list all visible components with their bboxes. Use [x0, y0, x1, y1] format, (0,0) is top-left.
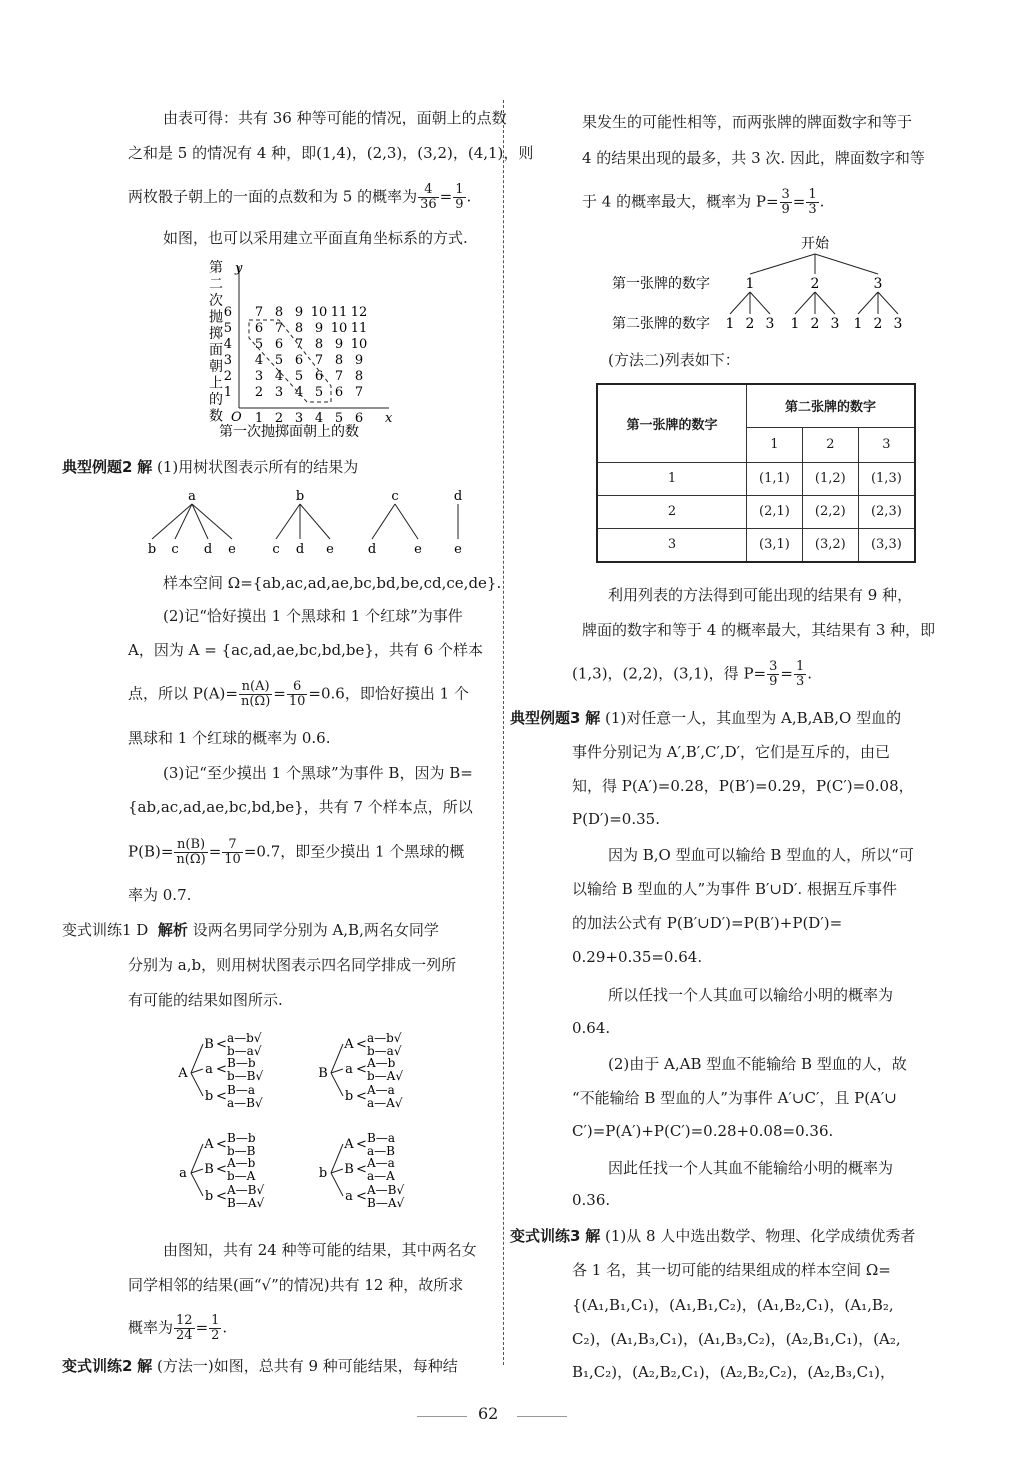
variant1-line3: 有可能的结果如图所示. — [128, 991, 283, 1009]
y-axis-label-char: 掷 — [209, 326, 223, 342]
y-axis-label-char: 面 — [209, 342, 223, 359]
grid-value: 3 — [274, 385, 284, 400]
example2-line6: 黑球和 1 个红球的概率为 0.6. — [128, 729, 331, 747]
table-cell: (1,2) — [802, 462, 858, 495]
tree-branch — [815, 292, 835, 314]
grid-value: 6 — [294, 353, 304, 368]
branch-bracket: < — [216, 1037, 227, 1052]
grid-value: 9 — [314, 321, 324, 336]
fraction: $\frac{4}{36}$ — [420, 182, 437, 212]
variant2-label: 变式训练2 — [62, 1357, 133, 1375]
variant1-line2: 分别为 a,b，则用树状图表示四名同学排成一列所 — [128, 956, 457, 974]
dice-sum-grid-figure — [205, 258, 395, 438]
tree-second-card: 1 — [853, 316, 863, 332]
arrangement-leaf: a—b√ — [227, 1031, 262, 1045]
page-number: 62 — [478, 1404, 499, 1423]
y-axis-label-char: 的 — [209, 392, 223, 408]
tree-branch — [300, 504, 330, 539]
arrangement-mid: B — [344, 1162, 354, 1177]
example2-line10: 率为 0.7. — [128, 886, 192, 904]
tree-leaf: b — [147, 542, 157, 557]
arrangement-leaf: b—B√ — [227, 1069, 264, 1083]
fraction: $\frac{6}{10}$ — [288, 679, 306, 709]
grid-value: 4 — [294, 385, 304, 400]
grid-value: 3 — [254, 369, 264, 384]
grid-value: 6 — [314, 369, 324, 384]
y-tick-label: 3 — [223, 353, 232, 368]
tree-start: 开始 — [801, 236, 829, 252]
example2-line8: {ab,ac,ad,ae,bc,bd,be}，共有 7 个样本点，所以 — [128, 798, 473, 816]
right-line3: 于 4 的概率最大，概率为 P= $\frac{3}{9}$ = $\frac{1}{3}$ . — [582, 187, 825, 217]
table-row-key: 2 — [597, 495, 747, 528]
grid-value: 12 — [350, 305, 368, 320]
tree-branch — [331, 1073, 343, 1096]
method2-label: (方法二)列表如下： — [608, 351, 740, 369]
tree-leaf: e — [414, 542, 422, 557]
variant1-label: 变式训练1 D — [62, 921, 149, 939]
grid-value: 5 — [254, 337, 264, 352]
branch-bracket: < — [216, 1137, 227, 1152]
table-header-second: 第二张牌的数字 — [747, 384, 916, 427]
table-cell: (3,3) — [858, 528, 915, 562]
arrangement-mid: b — [344, 1089, 354, 1104]
tree-second-card: 2 — [745, 316, 755, 332]
arrangement-mid: A — [204, 1137, 214, 1152]
branch-bracket: < — [216, 1062, 227, 1077]
example3-line1: 典型例题3 解 (1)对任意一人，其血型为 A,B,AB,O 型血的 — [510, 709, 902, 727]
grid-value: 8 — [334, 353, 344, 368]
example2-line1: 典型例题2 解 (1)用树状图表示所有的结果为 — [62, 458, 359, 476]
fraction: $\frac{3}{9}$ — [781, 187, 790, 217]
y-axis-label-char: 数 — [209, 408, 223, 425]
variant3-line4: C₂)，(A₁,B₃,C₁)，(A₁,B₃,C₂)，(A₂,B₁,C₁)，(A₂, — [572, 1330, 901, 1348]
grid-value: 10 — [310, 305, 328, 320]
example3-label: 典型例题3 — [510, 709, 581, 727]
x-tick-label: 6 — [354, 411, 364, 426]
left-p2: 如图，也可以采用建立平面直角坐标系的方式. — [163, 229, 468, 247]
tree-branch — [878, 292, 898, 314]
grid-value: 4 — [254, 353, 264, 368]
tree-root: b — [295, 489, 305, 504]
tree-branch — [815, 254, 878, 274]
tree-leaf: e — [326, 542, 334, 557]
table-row — [597, 462, 915, 495]
grid-value: 11 — [350, 321, 368, 336]
tree-branch — [730, 292, 750, 314]
tree-branch — [750, 254, 815, 274]
y-tick-label: 4 — [223, 337, 232, 352]
arrangement-tree-diagrams — [175, 1028, 445, 1218]
arrangement-leaf: A—B√ — [227, 1183, 265, 1197]
arrangement-leaf: a—b√ — [367, 1031, 402, 1045]
table-header-first: 第一张牌的数字 — [597, 384, 747, 462]
arrangement-root: B — [318, 1066, 328, 1081]
example2-line5: 点，所以 P(A)= $\frac{n(A)}{n(\Omega)}$ = $\frac{6}{10}$ =0.6，即恰好摸出 1 个 — [128, 679, 469, 709]
example3-line5: 因为 B,O 型血可以输给 B 型血的人，所以“可 — [608, 846, 914, 864]
tree-branch — [192, 504, 232, 539]
arrangement-leaf: B—A√ — [227, 1196, 265, 1210]
tree-root: d — [453, 489, 463, 504]
example3-line10: 0.64. — [572, 1019, 611, 1037]
grid-value: 5 — [314, 385, 324, 400]
grid-value: 10 — [350, 337, 368, 352]
arrangement-leaf: B—A√ — [367, 1196, 405, 1210]
arrangement-leaf: A—a — [367, 1156, 395, 1170]
tree-branch — [175, 504, 192, 539]
y-tick-label: 5 — [223, 321, 232, 336]
grid-value: 5 — [294, 369, 304, 384]
right-line5: 牌面的数字和等于 4 的概率最大，其结果有 3 种，即 — [582, 621, 936, 639]
tree-branch — [331, 1144, 343, 1173]
left-p1-line1: 由表可得：共有 36 种等可能的情况，面朝上的点数 — [163, 109, 507, 127]
fraction: $\frac{n(A)}{n(\Omega)}$ — [240, 679, 271, 709]
example3-line3: 知，得 P(A′)=0.28，P(B′)=0.29，P(C′)=0.08， — [572, 777, 914, 795]
fraction: $\frac{1}{3}$ — [795, 659, 805, 689]
tree-leaf: c — [171, 542, 179, 557]
table-row — [597, 528, 915, 562]
tree-row-label: 第二张牌的数字 — [612, 316, 710, 332]
variant3-line5: B₁,C₂)，(A₂,B₂,C₁)，(A₂,B₂,C₂)，(A₂,B₃,C₁)， — [572, 1363, 895, 1381]
variant3-line3: {(A₁,B₁,C₁)，(A₁,B₁,C₂)，(A₁,B₂,C₁)，(A₁,B₂, — [572, 1296, 894, 1314]
tree-leaf: d — [295, 542, 305, 557]
variant1-line1: 变式训练1 D 解析 设两名男同学分别为 A,B,两名女同学 — [62, 921, 439, 939]
table-row — [597, 495, 915, 528]
variant3-line2: 各 1 名，其一切可能的结果组成的样本空间 Ω= — [572, 1261, 891, 1279]
tree-second-card: 1 — [790, 316, 800, 332]
tree-row-label: 第一张牌的数字 — [612, 276, 710, 292]
grid-value: 7 — [254, 305, 264, 320]
table-row-key: 3 — [597, 528, 747, 562]
arrangement-mid: B — [204, 1162, 214, 1177]
grid-value: 9 — [354, 353, 364, 368]
example3-line4: P(D′)=0.35. — [572, 810, 660, 828]
arrangement-leaf: B—b — [227, 1056, 256, 1070]
fraction: $\frac{7}{10}$ — [224, 837, 241, 867]
tree-diagram-balls — [140, 487, 480, 559]
example2-line4: A，因为 A = {ac,ad,ae,bc,bd,be}，共有 6 个样本 — [128, 641, 483, 659]
y-axis-label-char: 抛 — [209, 309, 223, 326]
x-tick-label: 2 — [274, 411, 284, 426]
tree-branch — [192, 504, 208, 539]
arrangement-leaf: B—a — [227, 1083, 255, 1097]
arrangement-leaf: b—a√ — [227, 1044, 262, 1058]
grid-value: 8 — [274, 305, 284, 320]
x-tick-label: 5 — [334, 411, 344, 426]
x-axis-label: 第一次抛掷面朝上的数 — [219, 424, 359, 438]
arrangement-leaf: b—A√ — [367, 1069, 403, 1083]
y-axis-label-char: 第 — [209, 260, 223, 276]
example2-label: 典型例题2 — [62, 458, 133, 476]
example2-line3: (2)记“恰好摸出 1 个黑球和 1 个红球”为事件 — [163, 607, 463, 625]
grid-value: 8 — [294, 321, 304, 336]
fraction: $\frac{3}{9}$ — [769, 659, 778, 689]
tree-branch — [795, 292, 815, 314]
example3-line8: 0.29+0.35=0.64. — [572, 948, 703, 966]
arrangement-mid: b — [204, 1089, 214, 1104]
table-row-key: 1 — [597, 462, 747, 495]
branch-bracket: < — [356, 1137, 367, 1152]
grid-value: 10 — [330, 321, 348, 336]
grid-value: 6 — [274, 337, 284, 352]
grid-value: 9 — [294, 305, 304, 320]
example3-line14: 因此任找一个人其血不能输给小明的概率为 — [608, 1159, 894, 1177]
arrangement-leaf: b—A — [227, 1169, 256, 1183]
grid-value: 7 — [314, 353, 324, 368]
example3-line6: 以输给 B 型血的人”为事件 B′∪D′. 根据互斥事件 — [572, 880, 897, 898]
arrangement-root: b — [318, 1166, 328, 1181]
grid-value: 11 — [330, 305, 348, 320]
results-table — [596, 383, 916, 563]
arrangement-mid: B — [204, 1037, 214, 1052]
tree-leaf: e — [228, 542, 236, 557]
tree-branch — [395, 504, 418, 539]
right-line1: 果发生的可能性相等，而两张牌的牌面数字和等于 — [582, 113, 913, 131]
grid-value: 6 — [254, 321, 264, 336]
right-line6: (1,3)，(2,2)，(3,1)，得 P= $\frac{3}{9}$ = $\frac{1}{3}$ . — [572, 659, 813, 689]
fraction: $\frac{1}{3}$ — [808, 187, 817, 217]
table-col-header: 2 — [802, 427, 858, 462]
variant2-jie: 解 — [137, 1357, 153, 1375]
y-tick-label: 6 — [223, 305, 232, 320]
branch-bracket: < — [356, 1162, 367, 1177]
variant1-line4: 由图知，共有 24 种等可能的结果，其中两名女 — [163, 1241, 477, 1259]
arrangement-leaf: A—b — [367, 1056, 396, 1070]
arrangement-leaf: a—A — [367, 1169, 395, 1183]
variant1-line6: 概率为 $\frac{12}{24}$ = $\frac{1}{2}$ . — [128, 1313, 228, 1343]
table-cell: (1,1) — [747, 462, 803, 495]
right-line2: 4 的结果出现的最多，共 3 次. 因此，牌面数字和等 — [582, 149, 925, 167]
grid-value: 6 — [334, 385, 344, 400]
y-axis-label-char: 次 — [209, 293, 223, 309]
example3-line7: 的加法公式有 P(B′∪D′)=P(B′)+P(D′)= — [572, 914, 843, 932]
grid-value: 4 — [274, 369, 284, 384]
tree-branch — [858, 292, 878, 314]
tree-branch — [191, 1073, 203, 1096]
tree-first-card: 3 — [873, 276, 883, 292]
branch-bracket: < — [356, 1062, 367, 1077]
arrangement-mid: b — [204, 1189, 214, 1204]
example3-line2: 事件分别记为 A′,B′,C′,D′，它们是互斥的，由已 — [572, 743, 891, 761]
card-tree-diagram — [610, 232, 920, 337]
grid-value: 9 — [334, 337, 344, 352]
tree-branch — [152, 504, 192, 539]
variant2-line1: 变式训练2 解 (方法一)如图，总共有 9 种可能结果，每种结 — [62, 1357, 458, 1375]
column-divider — [503, 100, 504, 1365]
example2-line9: P(B)= $\frac{n(B)}{n(\Omega)}$ = $\frac{7}{10}$ =0.7，即至少摸出 1 个黑球的概 — [128, 837, 465, 867]
x-axis-name: x — [385, 411, 393, 426]
tree-second-card: 1 — [725, 316, 735, 332]
example2-jie: 解 — [137, 458, 153, 476]
grid-value: 7 — [354, 385, 364, 400]
arrangement-leaf: A—B√ — [367, 1183, 405, 1197]
y-axis-label-char: 上 — [209, 375, 223, 392]
arrangement-leaf: A—b — [227, 1156, 256, 1170]
tree-branch — [750, 292, 770, 314]
branch-bracket: < — [356, 1189, 367, 1204]
tree-leaf: d — [203, 542, 213, 557]
y-axis-label-char: 二 — [209, 276, 223, 293]
branch-bracket: < — [216, 1089, 227, 1104]
grid-value: 8 — [314, 337, 324, 352]
branch-bracket: < — [216, 1189, 227, 1204]
fraction: $\frac{1}{2}$ — [211, 1313, 220, 1343]
tree-branch — [191, 1044, 203, 1073]
variant3-line1: 变式训练3 解 (1)从 8 人中选出数学、物理、化学成绩优秀者 — [510, 1227, 916, 1245]
tree-leaf: d — [367, 542, 377, 557]
example2-sample-space: 样本空间 Ω={ab,ac,ad,ae,bc,bd,be,cd,ce,de}. — [163, 574, 502, 592]
footer-rule-right — [517, 1416, 567, 1417]
left-p1-line2: 之和是 5 的情况有 4 种，即(1,4)，(2,3)，(3,2)，(4,1)，则 — [128, 144, 534, 162]
tree-first-card: 1 — [745, 276, 755, 292]
tree-root: c — [391, 489, 399, 504]
arrangement-leaf: a—B√ — [227, 1096, 263, 1110]
example3-line9: 所以任找一个人其血可以输给小明的概率为 — [608, 986, 894, 1004]
tree-branch — [331, 1173, 343, 1196]
y-axis-label-char: 朝 — [209, 359, 223, 375]
variant3-label: 变式训练3 — [510, 1227, 581, 1245]
table-col-header: 3 — [858, 427, 915, 462]
tree-second-card: 3 — [830, 316, 840, 332]
tree-second-card: 2 — [810, 316, 820, 332]
table-cell: (3,1) — [747, 528, 803, 562]
y-tick-label: 2 — [223, 369, 232, 384]
tree-second-card: 3 — [765, 316, 775, 332]
arrangement-root: A — [178, 1066, 188, 1081]
table-col-header: 1 — [747, 427, 803, 462]
grid-value: 7 — [274, 321, 284, 336]
arrangement-leaf: a—A√ — [367, 1096, 403, 1110]
y-tick-label: 1 — [223, 385, 232, 400]
table-cell: (1,3) — [858, 462, 915, 495]
branch-bracket: < — [216, 1162, 227, 1177]
example3-line11: (2)由于 A,AB 型血不能输给 B 型血的人，故 — [608, 1055, 907, 1073]
tree-second-card: 3 — [893, 316, 903, 332]
tree-branch — [276, 504, 300, 539]
branch-bracket: < — [356, 1089, 367, 1104]
grid-value: 5 — [274, 353, 284, 368]
tree-first-card: 2 — [810, 276, 820, 292]
x-tick-label: 1 — [254, 411, 264, 426]
arrangement-mid: A — [344, 1137, 354, 1152]
arrangement-root: a — [179, 1166, 187, 1181]
x-tick-label: 4 — [314, 411, 324, 426]
variant3-jie: 解 — [585, 1227, 601, 1245]
tree-branch — [331, 1044, 343, 1073]
example3-line13: C′)=P(A′)+P(C′)=0.28+0.08=0.36. — [572, 1122, 834, 1140]
arrangement-leaf: A—a — [367, 1083, 395, 1097]
arrangement-mid: a — [205, 1062, 213, 1077]
tree-root: a — [188, 489, 196, 504]
arrangement-leaf: b—a√ — [367, 1044, 402, 1058]
grid-value: 2 — [254, 385, 264, 400]
fraction: $\frac{12}{24}$ — [176, 1313, 193, 1343]
example3-line12: “不能输给 B 型血的人”为事件 A′∪C′，且 P(A′∪ — [572, 1089, 897, 1107]
grid-value: 7 — [334, 369, 344, 384]
table-cell: (2,2) — [802, 495, 858, 528]
tree-branch — [372, 504, 395, 539]
origin-label: O — [231, 410, 242, 425]
arrangement-mid: a — [345, 1189, 353, 1204]
table-cell: (2,1) — [747, 495, 803, 528]
arrangement-leaf: b—B — [227, 1144, 256, 1158]
footer-rule-left — [417, 1416, 467, 1417]
tree-leaf: c — [272, 542, 280, 557]
arrangement-leaf: B—b — [227, 1131, 256, 1145]
example2-line7: (3)记“至少摸出 1 个黑球”为事件 B，因为 B= — [163, 764, 473, 782]
left-p1-line3: 两枚骰子朝上的一面的点数和为 5 的概率为 $\frac{4}{36}$ = $\frac{1}{9}$ . — [128, 182, 472, 212]
variant1-line5: 同学相邻的结果(画“√”的情况)共有 12 种，故所求 — [128, 1276, 464, 1294]
tree-branch — [191, 1144, 203, 1173]
tree-branch — [191, 1173, 203, 1196]
table-cell: (3,2) — [802, 528, 858, 562]
arrangement-leaf: a—B — [367, 1144, 395, 1158]
fraction: $\frac{1}{9}$ — [455, 182, 464, 212]
x-tick-label: 3 — [294, 411, 304, 426]
fraction: $\frac{n(B)}{n(\Omega)}$ — [176, 837, 206, 867]
grid-value: 7 — [294, 337, 304, 352]
variant1-jiexi: 解析 — [157, 921, 188, 939]
branch-bracket: < — [356, 1037, 367, 1052]
table-cell: (2,3) — [858, 495, 915, 528]
arrangement-leaf: B—a — [367, 1131, 395, 1145]
grid-value: 8 — [354, 369, 364, 384]
example3-line15: 0.36. — [572, 1191, 611, 1209]
tree-second-card: 2 — [873, 316, 883, 332]
arrangement-mid: a — [345, 1062, 353, 1077]
arrangement-mid: A — [344, 1037, 354, 1052]
y-axis-name: y — [235, 261, 243, 276]
tree-leaf: e — [454, 542, 462, 557]
right-line4: 利用列表的方法得到可能出现的结果有 9 种， — [608, 586, 913, 604]
example3-jie: 解 — [585, 709, 601, 727]
